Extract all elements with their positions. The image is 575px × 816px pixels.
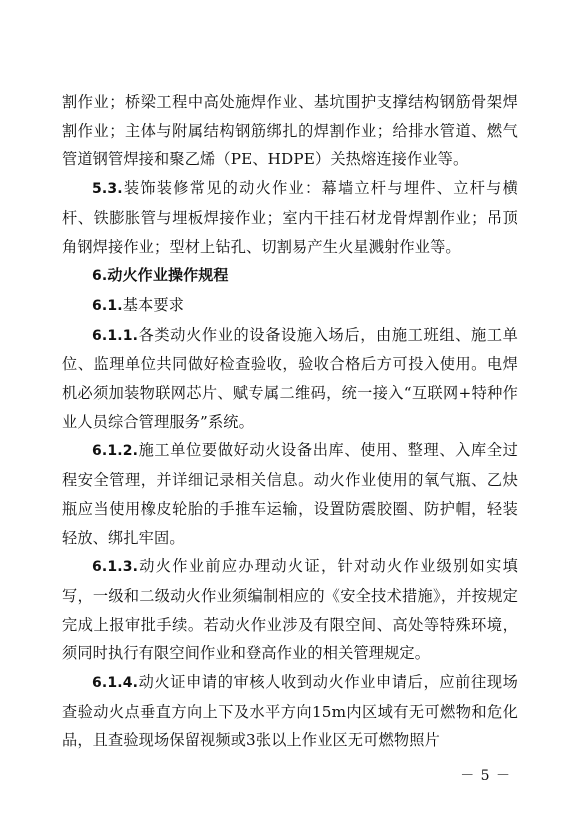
paragraph-text: 各类动火作业的设备设施入场后，由施工班组、施工单位、监理单位共同做好检查验收，验收合格后方可投入使用。电焊机必须加装物联网芯片、赋专属二维码，统一接入“互联网+特种作业人员综合管理服务”系统。 — [62, 325, 518, 431]
paragraph-continuation — [62, 88, 518, 174]
paragraph-6-1-1 — [62, 321, 518, 437]
section-heading: 动火作业操作规程 — [107, 266, 229, 285]
section-number: 6.1.4. — [92, 675, 139, 692]
paragraph-text: 动火作业前应办理动火证，针对动火作业级别如实填写，一级和二级动火作业须编制相应的《安全技术措施》，并按规定完成上报审批手续。若动火作业涉及有限空间、高处等特殊环境，须同时执行有限空间作业和登高作业的相关管理规定。 — [62, 557, 518, 663]
paragraph-5-3 — [62, 174, 518, 261]
paragraph-text: 装饰装修常见的动火作业：幕墙立杆与埋件、立杆与横杆、铁膨胀管与埋板焊接作业；室内干挂石材龙骨焊割作业；吊顶角钢焊接作业；型材上钻孔、切割易产生火星溅射作业等。 — [62, 179, 518, 256]
section-number: 6. — [92, 268, 108, 285]
paragraph-6-1-4 — [62, 668, 518, 755]
document-body — [62, 88, 518, 755]
paragraph-text: 施工单位要做好动火设备出库、使用、整理、入库全过程安全管理，并详细记录相关信息。动火作业使用的氧气瓶、乙炔瓶应当使用橡皮轮胎的手推车运输，设置防震胶圈、防护帽，轻装轻放、绑扎牢固。 — [62, 441, 518, 547]
section-number: 6.1.1. — [92, 327, 139, 344]
section-number: 6.1. — [92, 297, 123, 314]
page-number: － 5 － — [460, 768, 511, 784]
heading-6-1 — [62, 291, 518, 321]
heading-6 — [62, 261, 518, 291]
section-heading: 基本要求 — [122, 295, 185, 314]
paragraph-text: 割作业；桥梁工程中高处施焊作业、基坑围护支撑结构钢筋骨架焊割作业；主体与附属结构钢筋绑扎的焊割作业；给排水管道、燃气管道钢管焊接和聚乙烯（PE、HDPE）关热熔连接作业等。 — [62, 93, 518, 169]
paragraph-6-1-3 — [62, 552, 518, 668]
section-number: 6.1.2. — [92, 443, 139, 460]
section-number: 5.3. — [92, 181, 123, 198]
paragraph-text: 动火证申请的审核人收到动火作业申请后，应前往现场查验动火点垂直方向上下及水平方向15m内区域有无可燃物和危化品，且查验现场保留视频或3张以上作业区无可燃物照片 — [62, 673, 518, 750]
section-number: 6.1.3. — [92, 559, 139, 576]
paragraph-6-1-2 — [62, 436, 518, 552]
